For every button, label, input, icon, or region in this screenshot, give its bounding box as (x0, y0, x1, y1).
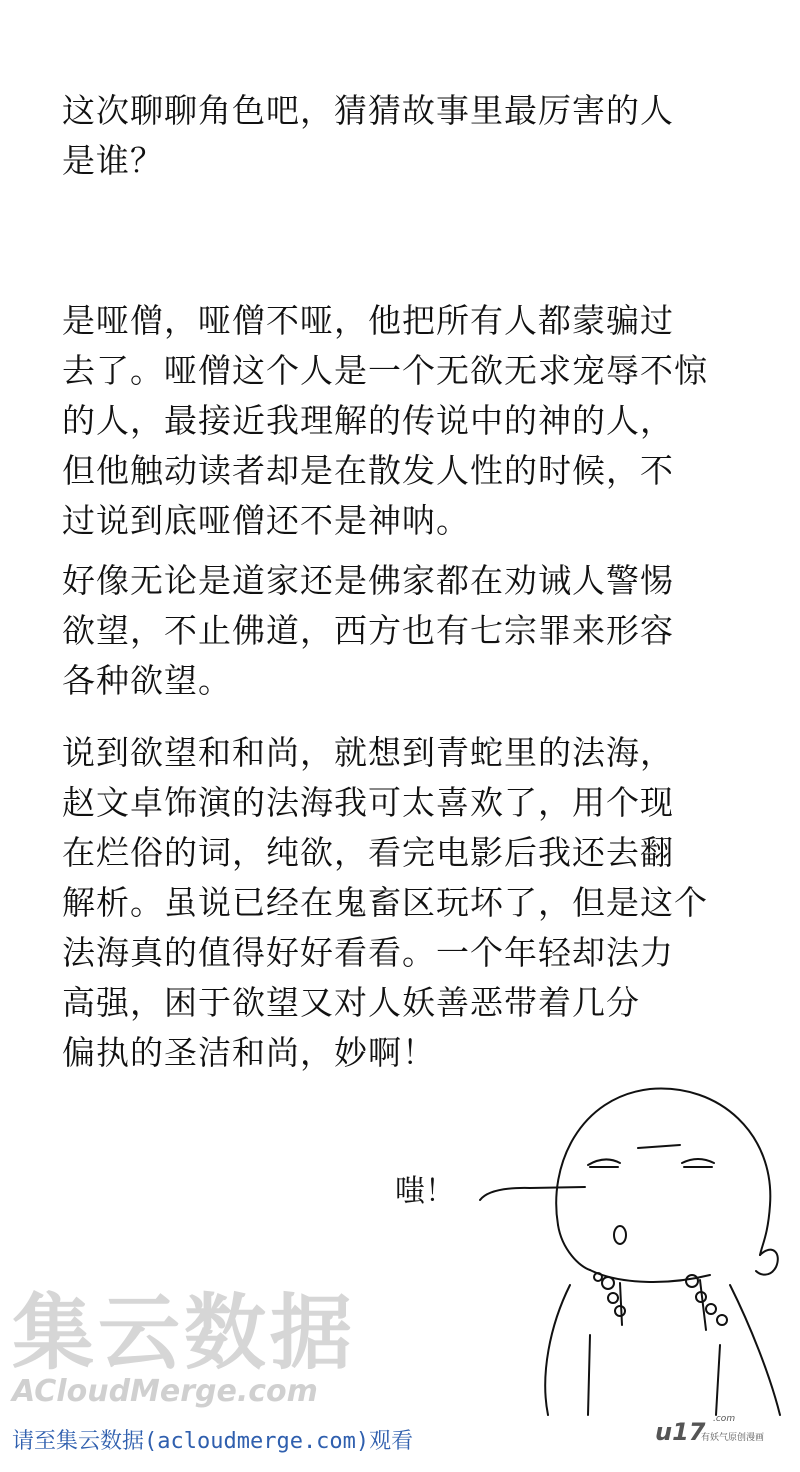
paragraph-mute-monk: 是哑僧，哑僧不哑，他把所有人都蒙骗过 去了。哑僧这个人是一个无欲无求宠辱不惊 的人，最接近我理解的传说中的神的人， 但他触动读者却是在散发人性的时候，不 过说到底哑僧还不是神呐。 (62, 301, 708, 540)
paragraph-desire: 好像无论是道家还是佛家都在劝诫人警惕 欲望，不止佛道，西方也有七宗罪来形容 各种欲望。 (62, 561, 674, 700)
footer-link[interactable]: 请至集云数据(acloudmerge.com)观看 (12, 1429, 414, 1454)
brand-dotcom-text: .com (713, 1414, 736, 1424)
speech-text: 嗤！ (395, 1174, 455, 1209)
paragraph-fahai: 说到欲望和和尚，就想到青蛇里的法海， 赵文卓饰演的法海我可太喜欢了，用个现 在烂俗的词，纯欲，看完电影后我还去翻 解析。虽说已经在鬼畜区玩坏了，但是这个 法海真的值得好好看看。一个年轻却法力 高强，困于欲望又对人妖善恶带着几分 偏执的圣洁和尚，妙啊！ (62, 733, 708, 1072)
brand-main-text: u17 (655, 1418, 706, 1446)
watermark-url-text: ACloudMerge.com (12, 1374, 318, 1409)
paragraph-intro: 这次聊聊角色吧，猜猜故事里最厉害的人 是谁？ (62, 91, 674, 180)
svg-text:集云数据: 集云数据 (12, 1286, 357, 1375)
watermark-logo (10, 1285, 390, 1375)
u17-logo (655, 1410, 790, 1450)
brand-sub-text: 有妖气原创漫画 (701, 1433, 765, 1443)
monk-sketch-illustration (470, 1075, 800, 1420)
